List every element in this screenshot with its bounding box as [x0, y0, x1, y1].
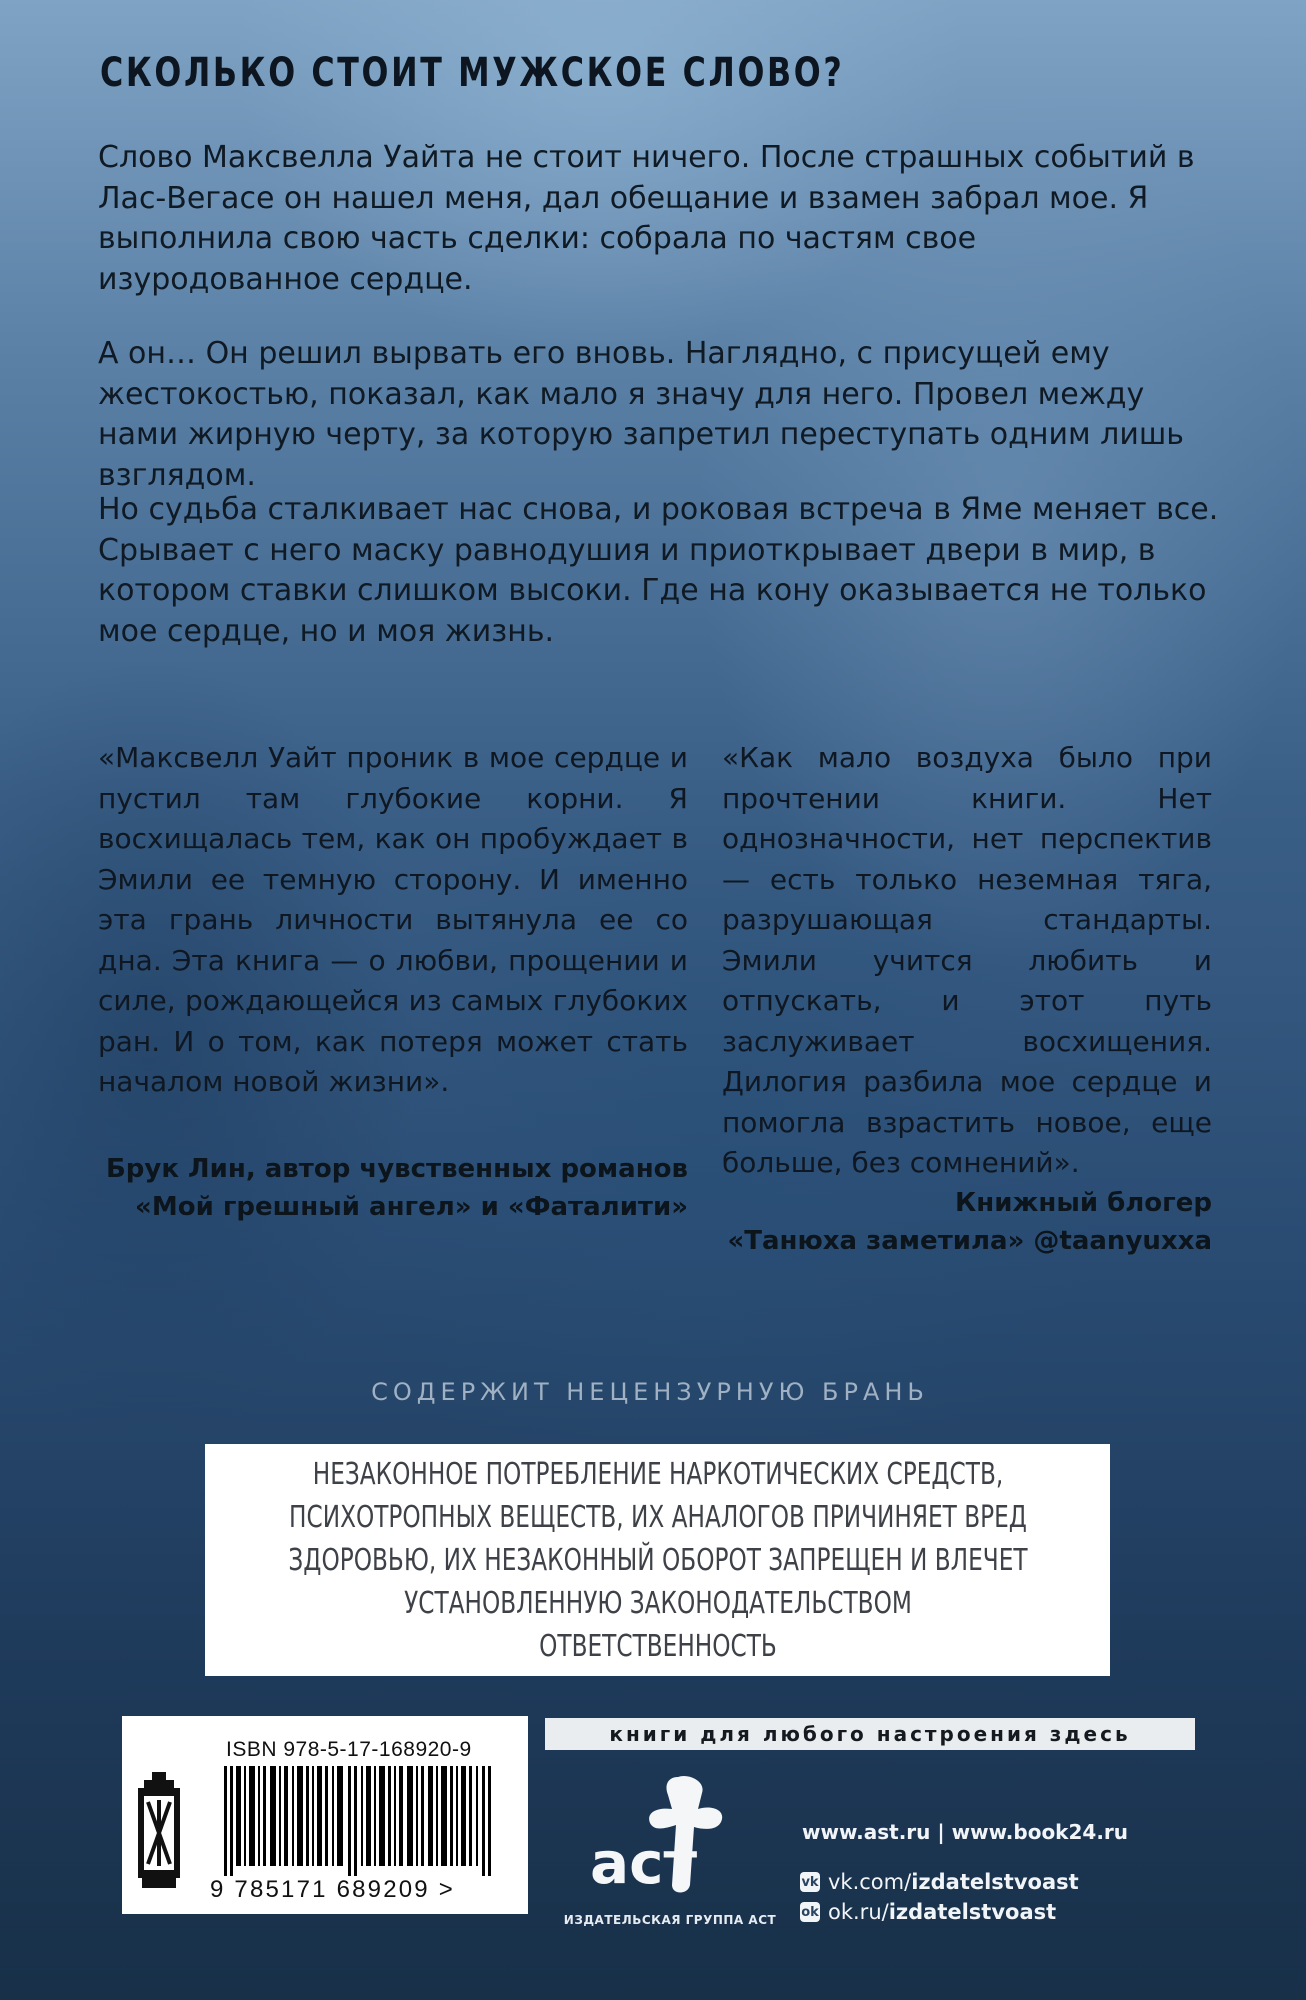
tagline-bar — [545, 1718, 1195, 1750]
synopsis-paragraph-2: А он… Он решил вырвать его вновь. Наглядно, с присущей ему жестокостью, показал, как мало я значу для него. Провел между нами жирную черту, за которую запретил переступать одним лишь взглядом. — [98, 336, 1184, 493]
ast-logo-icon — [560, 1765, 780, 1910]
publisher-logo-text: аст — [590, 1829, 698, 1897]
ok-handle: izdatelstvoast — [888, 1900, 1057, 1924]
synopsis-paragraph-3: Но судьба сталкивает нас снова, и роковая встреча в Яме меняет все. Срывает с него маску равнодушия и приоткрывает двери в мир, в котором ставки слишком высоки. Где на кону оказывается не только мое сердце, но и моя жизнь. — [98, 492, 1219, 649]
review-quote-1: «Максвелл Уайт проник в мое сердце и пустил там глубокие корни. Я восхищалась тем, как он пробуждает в Эмили ее темную сторону. И именно эта грань личности вытянула ее со дна. Эта книга — о любви, прощении и силе, рождающейся из самых глубоких ран. И о том, как потеря может стать началом новой жизни». — [98, 741, 688, 1098]
publisher-sites[interactable]: www.ast.ru | www.book24.ru — [802, 1820, 1129, 1844]
publisher-logo — [560, 1765, 780, 1945]
review-attribution-2 — [722, 1184, 1212, 1260]
drug-warning-box — [205, 1444, 1110, 1676]
drug-warning-text: НЕЗАКОННОЕ ПОТРЕБЛЕНИЕ НАРКОТИЧЕСКИХ СРЕДСТВ, ПСИХОТРОПНЫХ ВЕЩЕСТВ, ИХ АНАЛОГОВ ПРИЧИНЯЕТ ВРЕД ЗДОРОВЬЮ, ИХ НЕЗАКОННЫЙ ОБОРОТ ЗАПРЕЩЕН И ВЛЕЧЕТ УСТАНОВЛЕННУЮ ЗАКОНОДАТЕЛЬСТВОМ ОТВЕТСТВЕННОСТЬ — [287, 1456, 1028, 1664]
isbn-label: ISBN 978-5-17-168920-9 — [226, 1738, 472, 1761]
publisher-caption: ИЗДАТЕЛЬСКАЯ ГРУППА АСТ — [563, 1913, 777, 1927]
review-attribution-1 — [98, 1150, 688, 1226]
ok-prefix: ok.ru/ — [828, 1900, 889, 1924]
review-attribution-1-line2: «Мой грешный ангел» и «Фаталити» — [135, 1192, 688, 1222]
isbn-barcode — [224, 1766, 494, 1876]
vk-handle: izdatelstvoast — [911, 1870, 1079, 1894]
synopsis-paragraph-1: Слово Максвелла Уайта не стоит ничего. После страшных событий в Лас-Вегасе он нашел меня, дал обещание и взамен забрал мое. Я выполнила свою часть сделки: собрала по частям свое изуродованное сердце. — [98, 140, 1195, 297]
review-quote-2: «Как мало воздуха было при прочтении книги. Нет однозначности, нет перспектив — есть только неземная тяга, разрушающая стандарты. Эмили учится любить и отпускать, и этот путь заслуживает восхищения. Дилогия разбила мое сердце и помогла взрастить новое, еще больше, без сомнений». — [722, 741, 1212, 1179]
content-warning: СОДЕРЖИТ НЕЦЕНЗУРНУЮ БРАНЬ — [371, 1378, 929, 1406]
vk-prefix: vk.com/ — [828, 1870, 912, 1894]
cover-heading: СКОЛЬКО СТОИТ МУЖСКОЕ СЛОВО? — [100, 50, 845, 96]
vk-icon: vk — [800, 1872, 820, 1892]
lantern-logo-icon — [136, 1772, 182, 1892]
ok-icon: ok — [800, 1902, 820, 1922]
vk-link[interactable] — [800, 1870, 1079, 1894]
review-attribution-2-line2: «Танюха заметила» @taanyuxxa — [727, 1226, 1212, 1256]
review-attribution-1-line1: Брук Лин, автор чувственных романов — [105, 1154, 688, 1184]
barcode-digits: 9 785171 689209 > — [210, 1876, 455, 1903]
tagline-text: книги для любого настроения здесь — [609, 1722, 1131, 1746]
isbn-block — [122, 1716, 528, 1914]
review-attribution-2-line1: Книжный блогер — [955, 1188, 1212, 1218]
ok-link[interactable] — [800, 1900, 1056, 1924]
